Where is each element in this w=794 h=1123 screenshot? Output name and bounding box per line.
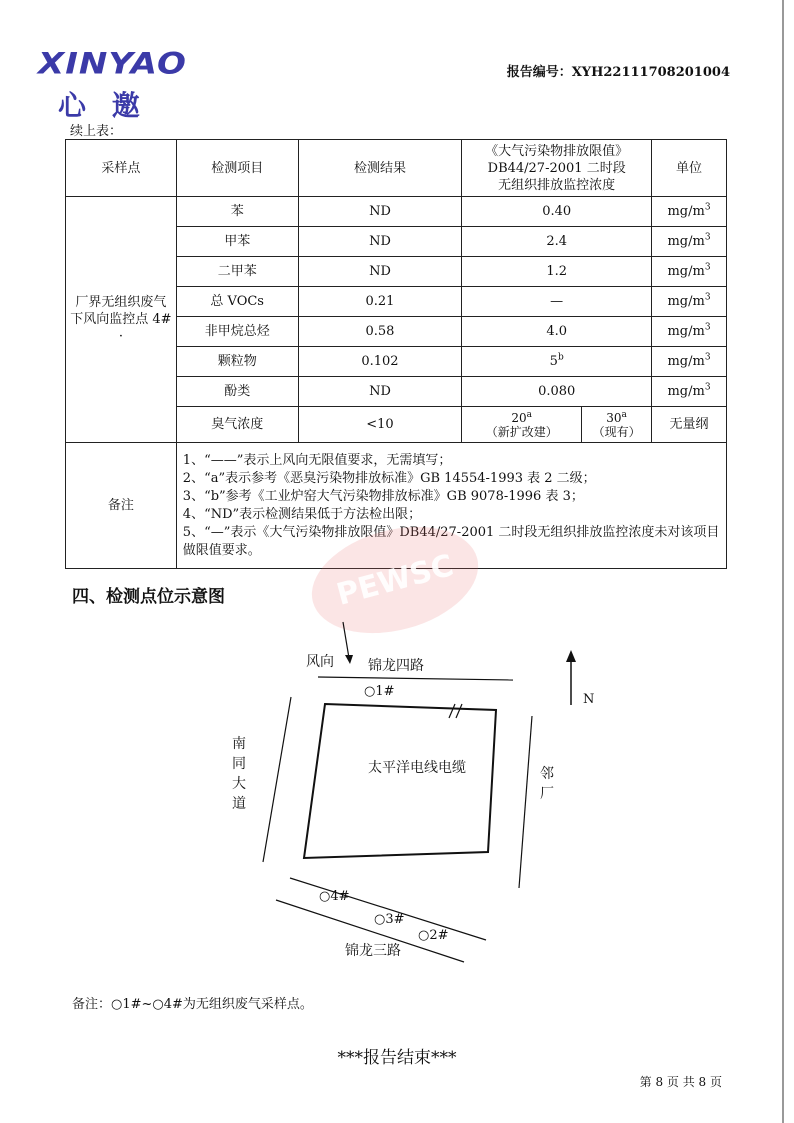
header-result: 检测结果	[298, 140, 462, 197]
limit-cell: 0.080	[462, 377, 652, 407]
road-south-inner-line	[290, 878, 486, 940]
unit-cell	[652, 257, 727, 287]
wind-arrow-line	[343, 622, 349, 658]
unit-text: mg/m	[667, 294, 705, 309]
item-cell: 甲苯	[176, 227, 298, 257]
header-point: 采样点	[66, 140, 177, 197]
limit-existing-note: （现有）	[592, 424, 641, 439]
header-unit: 单位	[652, 140, 727, 197]
unit-text: mg/m	[667, 354, 705, 369]
unit-cell	[652, 317, 727, 347]
neighbor-char-1: 邻	[540, 766, 554, 782]
limit-existing-superscript: a	[621, 409, 627, 420]
limit-cell: 1.2	[462, 257, 652, 287]
point-1-label: ○1#	[364, 684, 395, 699]
sampling-point-line2: 下风向监控点 4#	[70, 312, 172, 327]
limit-cell: —	[462, 287, 652, 317]
result-cell: ND	[298, 257, 462, 287]
unit-text: mg/m	[667, 264, 705, 279]
table-header-row	[66, 140, 727, 197]
road-west-char-4: 道	[232, 796, 246, 812]
limit-new-value	[465, 411, 578, 425]
item-cell: 二甲苯	[176, 257, 298, 287]
unit-cell	[652, 197, 727, 227]
point-2-label: ○2#	[418, 928, 449, 943]
sampling-point-mark: ·	[118, 329, 123, 344]
result-cell: ND	[298, 197, 462, 227]
sampling-point-cell	[66, 197, 177, 443]
limit-cell: 0.40	[462, 197, 652, 227]
header-limit-line2: DB44/27-2001 二时段	[487, 160, 626, 176]
road-south-label: 锦龙三路	[345, 943, 401, 959]
report-end: ***报告结束***	[337, 1048, 457, 1068]
notes-label: 备注	[66, 443, 177, 569]
result-cell: <10	[298, 407, 462, 443]
table-row	[66, 197, 727, 227]
limit-new-superscript: a	[526, 409, 533, 420]
company-label: 太平洋电线电缆	[368, 760, 466, 776]
result-cell: ND	[298, 227, 462, 257]
unit-text: mg/m	[667, 324, 705, 339]
unit-cell	[652, 287, 727, 317]
continuation-label: 续上表：	[70, 124, 123, 139]
note-item: 2、“a”表示参考《恶臭污染物排放标准》GB 14554-1993 表 2 二级；	[182, 470, 596, 486]
note-item: 3、“b”参考《工业炉窑大气污染物排放标准》GB 9078-1996 表 3；	[182, 488, 584, 504]
limit-cell: 2.4	[462, 227, 652, 257]
limit-superscript: b	[557, 352, 564, 363]
road-west-char-1: 南	[232, 736, 246, 752]
item-cell: 颗粒物	[176, 347, 298, 377]
result-cell: 0.21	[298, 287, 462, 317]
item-cell: 总 VOCs	[176, 287, 298, 317]
limit-cell	[462, 347, 652, 377]
unit-superscript: 3	[704, 202, 711, 213]
neighbor-boundary-line	[519, 716, 532, 888]
note-item: 5、“—”表示《大气污染物排放限值》DB44/27-2001 二时段无组织排放监控浓度未对该项目做限值要求。	[182, 524, 720, 558]
results-table	[65, 139, 727, 569]
section-title: 四、检测点位示意图	[72, 587, 225, 607]
item-cell: 酚类	[176, 377, 298, 407]
road-north-label: 锦龙四路	[368, 658, 424, 674]
footnote: 备注：○1#~○4#为无组织废气采样点。	[72, 997, 313, 1012]
unit-superscript: 3	[704, 292, 711, 303]
unit-cell	[652, 377, 727, 407]
unit-cell: 无量纲	[652, 407, 727, 443]
road-west-line	[263, 697, 291, 862]
limit-text: 5	[549, 354, 558, 369]
item-cell: 苯	[176, 197, 298, 227]
unit-superscript: 3	[704, 262, 711, 273]
header-limit-line3: 无组织排放监控浓度	[498, 177, 616, 193]
unit-superscript: 3	[704, 322, 711, 333]
item-cell: 臭气浓度	[176, 407, 298, 443]
road-north-line	[318, 677, 513, 680]
unit-superscript: 3	[704, 382, 711, 393]
limit-new-note: （新扩改建）	[485, 424, 558, 439]
unit-text: mg/m	[667, 204, 705, 219]
page-number: 第 8 页 共 8 页	[639, 1075, 722, 1089]
gate-mark	[449, 704, 455, 718]
header-item: 检测项目	[176, 140, 298, 197]
road-west-char-3: 大	[232, 776, 246, 792]
factory-outline	[304, 704, 496, 858]
company-logo-chinese: 心 邀	[58, 89, 148, 122]
sampling-point-map	[0, 600, 794, 990]
result-cell: ND	[298, 377, 462, 407]
item-cell: 非甲烷总烃	[176, 317, 298, 347]
neighbor-char-2: 厂	[540, 786, 554, 802]
unit-cell	[652, 347, 727, 377]
sampling-point-line1: 厂界无组织废气	[75, 295, 167, 310]
gate-mark	[456, 704, 462, 718]
unit-text: mg/m	[667, 384, 705, 399]
limit-cell: 4.0	[462, 317, 652, 347]
point-3-label: ○3#	[374, 912, 405, 927]
company-logo-text: XINYAO	[38, 47, 187, 81]
unit-superscript: 3	[704, 352, 711, 363]
limit-new-number: 20	[511, 410, 527, 425]
road-west-char-2: 同	[232, 756, 246, 772]
note-item: 1、“——”表示上风向无限值要求，无需填写；	[182, 452, 452, 468]
limit-existing-value	[585, 411, 648, 425]
unit-superscript: 3	[704, 232, 711, 243]
limit-cell-new	[462, 407, 582, 443]
wind-arrow-head	[345, 655, 353, 664]
result-cell: 0.102	[298, 347, 462, 377]
limit-cell-existing	[582, 407, 652, 443]
point-4-label: ○4#	[319, 889, 350, 904]
result-cell: 0.58	[298, 317, 462, 347]
north-arrow-head	[566, 650, 576, 662]
north-label: N	[583, 692, 595, 707]
limit-existing-number: 30	[606, 410, 622, 425]
unit-text: mg/m	[667, 234, 705, 249]
wind-label: 风向	[306, 654, 334, 670]
header-limit	[462, 140, 652, 197]
header-limit-line1: 《大气污染物排放限值》	[485, 143, 629, 159]
note-item: 4、“ND”表示检测结果低于方法检出限；	[182, 506, 422, 522]
watermark-seal: PEWSC	[300, 510, 490, 651]
report-number: 报告编号：XYH22111708201004	[506, 65, 730, 80]
unit-cell	[652, 227, 727, 257]
